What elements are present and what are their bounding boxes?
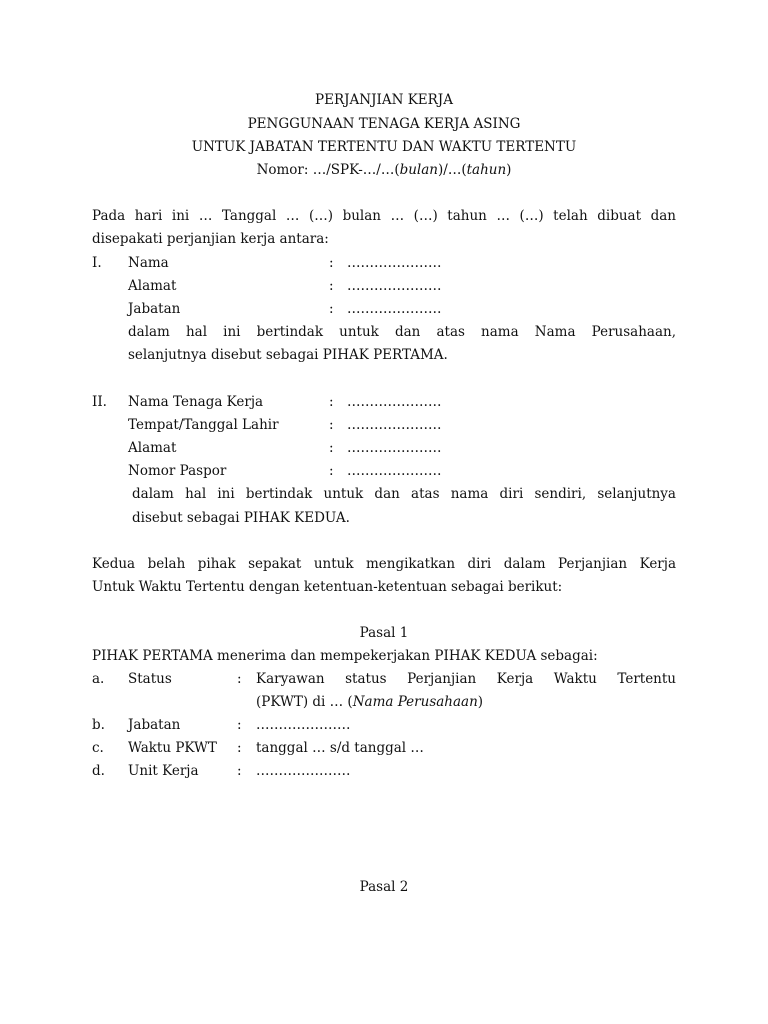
party1-position-value: …………………: [347, 301, 442, 317]
party1-name-label: Nama: [128, 255, 169, 271]
item-b-letter: b.: [92, 717, 105, 733]
party1-position-label: Jabatan: [128, 301, 181, 317]
party2-address-label: Alamat: [128, 440, 177, 456]
party1-address-label: Alamat: [128, 278, 177, 294]
party1-name-colon: :: [329, 255, 334, 271]
item-b-colon: :: [237, 717, 242, 733]
agreement-line-2: Untuk Waktu Tertentu dengan ketentuan-ketentuan sebagai berikut:: [92, 579, 563, 595]
party2-address-value: …………………: [347, 440, 442, 456]
item-b-value: …………………: [256, 717, 351, 733]
party1-numeral: I.: [92, 255, 102, 271]
item-d-colon: :: [237, 763, 242, 779]
party2-name-label: Nama Tenaga Kerja: [128, 394, 264, 410]
party2-name-colon: :: [329, 394, 334, 410]
nomor-tahun: tahun: [466, 162, 507, 178]
party2-passport-colon: :: [329, 463, 334, 479]
party1-address-colon: :: [329, 278, 334, 294]
pasal1-intro: PIHAK PERTAMA menerima dan mempekerjakan PIHAK KEDUA sebagai:: [92, 648, 598, 664]
item-c-colon: :: [237, 740, 242, 756]
item-c-value: tanggal … s/d tanggal …: [256, 740, 424, 756]
pasal2-title: Pasal 2: [359, 879, 409, 895]
party2-birth-label: Tempat/Tanggal Lahir: [128, 417, 279, 433]
party2-desc-2: disebut sebagai PIHAK KEDUA.: [132, 510, 350, 526]
title-line-2: PENGGUNAAN TENAGA KERJA ASING: [247, 116, 521, 132]
company-name-placeholder: Nama Perusahaan: [352, 694, 478, 710]
title-line-1: PERJANJIAN KERJA: [315, 92, 453, 108]
party2-passport-label: Nomor Paspor: [128, 463, 227, 479]
intro-line-2: disepakati perjanjian kerja antara:: [92, 231, 329, 247]
intro-line-1: Pada hari ini … Tanggal … (…) bulan … (…) tahun … (…) telah dibuat dan: [92, 208, 676, 224]
nomor-suffix: ): [506, 162, 512, 178]
party1-desc-2: selanjutnya disebut sebagai PIHAK PERTAMA.: [128, 347, 448, 363]
party2-address-colon: :: [329, 440, 334, 456]
party2-name-value: …………………: [347, 394, 442, 410]
nomor-bulan: bulan: [399, 162, 438, 178]
party1-name-value: …………………: [347, 255, 442, 271]
item-a-value-line-2: [256, 694, 483, 710]
item-d-letter: d.: [92, 763, 105, 779]
party2-numeral: II.: [92, 394, 107, 410]
item-a-label: Status: [128, 671, 172, 687]
pasal1-title: Pasal 1: [359, 625, 409, 641]
party1-desc-1: dalam hal ini bertindak untuk dan atas nama Nama Perusahaan,: [128, 324, 676, 340]
party2-desc-1: dalam hal ini bertindak untuk dan atas nama diri sendiri, selanjutnya: [132, 486, 676, 502]
item-c-label: Waktu PKWT: [128, 740, 217, 756]
item-a-colon: :: [237, 671, 242, 687]
party2-passport-value: …………………: [347, 463, 442, 479]
item-a-value2-suffix: ): [477, 694, 484, 710]
item-b-label: Jabatan: [128, 717, 181, 733]
item-a-letter: a.: [92, 671, 105, 687]
document-number: [0, 162, 768, 178]
nomor-prefix: Nomor: …/SPK-…/…(: [256, 162, 400, 178]
party1-position-colon: :: [329, 301, 334, 317]
party1-address-value: …………………: [347, 278, 442, 294]
item-c-letter: c.: [92, 740, 104, 756]
nomor-mid: )/…(: [438, 162, 467, 178]
item-d-label: Unit Kerja: [128, 763, 199, 779]
title-line-3: UNTUK JABATAN TERTENTU DAN WAKTU TERTENTU: [191, 139, 577, 155]
party2-birth-value: …………………: [347, 417, 442, 433]
item-a-value: Karyawan status Perjanjian Kerja Waktu Tertentu: [256, 671, 676, 687]
party2-birth-colon: :: [329, 417, 334, 433]
agreement-line-1: Kedua belah pihak sepakat untuk mengikatkan diri dalam Perjanjian Kerja: [92, 556, 676, 572]
item-d-value: …………………: [256, 763, 351, 779]
item-a-value2-prefix: (PKWT) di … (: [256, 694, 353, 710]
